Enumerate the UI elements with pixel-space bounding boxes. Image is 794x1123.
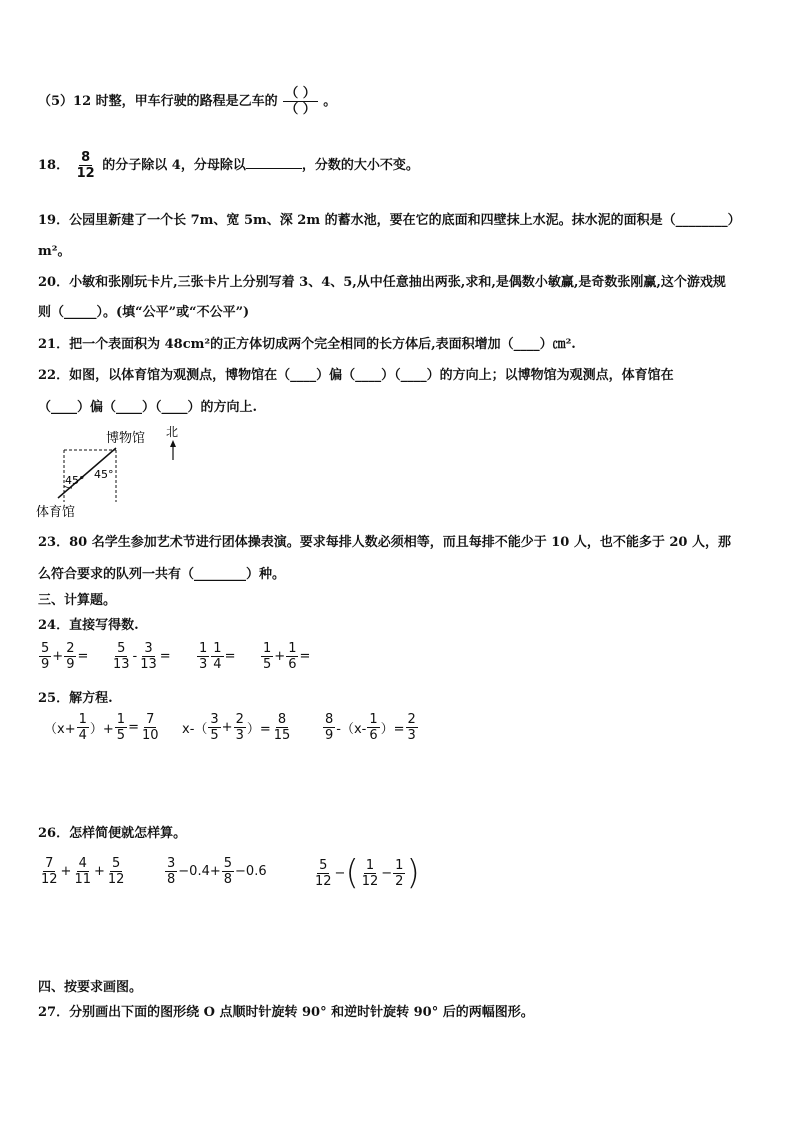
q18-text-a: 的分子除以 4，分母除以 — [102, 158, 246, 173]
q26-2-t2: −0.6 — [235, 864, 267, 879]
q25-2-p3: ）= — [246, 722, 271, 737]
q18-text-b: ，分数的大小不变。 — [301, 158, 419, 173]
q26-1-op2: + — [94, 864, 105, 879]
q19-line2: m²。 — [38, 244, 71, 259]
q22-line2: （____）偏（____）（____）的方向上. — [38, 400, 258, 415]
q24-item-2 — [110, 641, 171, 672]
q24-3-b-den: 4 — [213, 657, 222, 672]
q24-item-4 — [260, 641, 310, 672]
q24-4-b-den: 6 — [288, 657, 297, 672]
q17-5-fraction — [283, 86, 318, 117]
q18-number: 18． — [38, 158, 70, 173]
q26-2-f2n: 5 — [223, 856, 233, 871]
q22-line1: 22．如图，以体育馆为观测点，博物馆在（____）偏（____）（____）的方向上；以博物馆为观测点，体育馆在 — [38, 368, 674, 383]
q24-2-eq: = — [159, 649, 171, 664]
q25-1-f2d: 5 — [116, 728, 126, 743]
q18-frac-den: 12 — [76, 166, 95, 181]
q25-2-f2d: 3 — [235, 728, 244, 743]
q23-line2: 么符合要求的队列一共有（________）种。 — [38, 567, 286, 582]
q26-1-f1n: 7 — [45, 856, 54, 871]
q24-1-a-num: 5 — [41, 641, 50, 656]
q26-2-t1: −0.4+ — [178, 864, 221, 879]
q24-1-b-den: 9 — [66, 657, 75, 672]
q26-1-f2d: 11 — [74, 872, 91, 887]
q26-3-f2d: 12 — [361, 873, 379, 889]
q25-2-f3n: 8 — [277, 712, 287, 727]
q25-2-f1n: 3 — [210, 712, 219, 727]
q24-4-a-den: 5 — [263, 657, 272, 672]
q18 — [38, 150, 419, 181]
q24-2-a-num: 5 — [117, 641, 126, 656]
q24-3-b-num: 1 — [213, 641, 222, 656]
q25-1-eq: = — [128, 720, 139, 735]
q26-1-f2n: 4 — [78, 856, 87, 871]
q26-3-f3n: 1 — [395, 857, 404, 873]
q24-3-eq: = — [224, 649, 236, 664]
q26-3-f2n: 1 — [365, 857, 375, 873]
q18-fraction — [75, 150, 97, 181]
q25-2-f1d: 5 — [210, 728, 219, 743]
q25-3-f2d: 6 — [369, 728, 378, 743]
q26-3-t2: − — [381, 865, 393, 881]
q25-1-f3d: 10 — [141, 728, 159, 743]
q24-title: 24．直接写得数. — [38, 618, 139, 633]
q17-5-prefix: （5）12 时整，甲车行驶的路程是乙车的 — [38, 94, 278, 109]
q26-1-f3d: 12 — [107, 872, 125, 887]
north-arrowhead-icon — [170, 440, 176, 447]
q25-3-f1d: 9 — [325, 728, 334, 743]
diagram-angle-2: 45° — [94, 468, 114, 481]
q24-2-op: - — [132, 649, 138, 664]
q17-5 — [38, 86, 336, 117]
q24-4-b-num: 1 — [288, 641, 297, 656]
q20-line1: 20．小敏和张刚玩卡片,三张卡片上分别写着 3、4、5,从中任意抽出两张,求和,是偶数小敏赢,是奇数张刚赢,这个游戏规 — [38, 275, 726, 290]
q18-blank[interactable] — [246, 168, 302, 169]
q25-equation-2 — [182, 712, 293, 743]
q25-3-p2: ）= — [380, 722, 405, 737]
q23-line1: 23．80 名学生参加艺术节进行团体操表演。要求每排人数必须相等，而且每排不能少于 10 人，也不能多于 20 人，那 — [38, 535, 731, 550]
section-4-title: 四、按要求画图。 — [38, 980, 143, 995]
q26-2-f2d: 8 — [223, 872, 233, 887]
q25-1-p1: （x+ — [44, 722, 76, 737]
q25-1-p2: ）+ — [89, 722, 114, 737]
q17-5-den: （ ） — [285, 102, 316, 117]
diagram-north-label: 北 — [166, 425, 179, 439]
q26-3-right-paren: ) — [406, 853, 420, 893]
q25-equation-1 — [44, 712, 162, 743]
q25-3-f3n: 2 — [407, 712, 416, 727]
q27: 27．分别画出下面的图形绕 O 点顺时针旋转 90° 和逆时针旋转 90° 后的两幅图形。 — [38, 1005, 534, 1020]
q25-1-f1d: 4 — [78, 728, 87, 743]
q25-title: 25．解方程. — [38, 691, 113, 706]
q21: 21．把一个表面积为 48cm²的正方体切成两个完全相同的长方体后,表面积增加（____）㎝². — [38, 337, 576, 352]
q25-equation-3 — [322, 712, 419, 743]
q25-2-p2: + — [221, 720, 233, 735]
q24-item-1 — [38, 641, 88, 672]
q25-3-f2n: 1 — [369, 712, 378, 727]
section-3-title: 三、计算题。 — [38, 593, 117, 608]
q26-1-f1d: 12 — [41, 872, 58, 887]
q25-1-f1n: 1 — [78, 712, 87, 727]
q25-2-f2n: 2 — [235, 712, 244, 727]
q20-line2: 则（_____）。(填“公平”或“不公平”) — [38, 305, 250, 320]
q26-1-op1: + — [60, 864, 72, 879]
q24-4-op: + — [274, 649, 286, 664]
q26-3-f1d: 12 — [315, 873, 332, 889]
q24-1-a-den: 9 — [41, 657, 50, 672]
diagram-gym-label: 体育馆 — [36, 505, 76, 520]
q24-1-eq: = — [77, 649, 89, 664]
q24-item-3 — [196, 641, 235, 672]
q25-2-p1: x-（ — [182, 722, 208, 737]
diagram-museum-label: 博物馆 — [106, 431, 146, 446]
q17-5-suffix: 。 — [323, 94, 337, 109]
q22-direction-diagram — [36, 422, 196, 522]
q17-5-num: （ ） — [285, 86, 316, 101]
q24-3-a-den: 3 — [199, 657, 208, 672]
q26-3-left-paren: ( — [345, 853, 359, 893]
q26-2-f1d: 8 — [167, 872, 176, 887]
q24-3-a-num: 1 — [199, 641, 208, 656]
q24-2-b-den: 13 — [140, 657, 157, 672]
q25-1-f3n: 7 — [146, 712, 155, 727]
q25-3-f1n: 8 — [325, 712, 334, 727]
q24-1-op: + — [52, 649, 64, 664]
q26-title: 26．怎样简便就怎样算。 — [38, 826, 187, 841]
q26-expression-2 — [164, 856, 267, 887]
q26-expression-3 — [312, 853, 420, 893]
q26-2-f1n: 3 — [167, 856, 176, 871]
q26-3-t1: − — [334, 865, 346, 881]
q24-2-b-num: 3 — [144, 641, 153, 656]
q24-4-a-num: 1 — [263, 641, 272, 656]
q25-3-f3d: 3 — [407, 728, 416, 743]
q26-1-f3n: 5 — [112, 856, 121, 871]
q18-frac-num: 8 — [81, 150, 91, 165]
diagram-angle-1: 45° — [65, 474, 85, 487]
q24-2-a-den: 13 — [113, 657, 130, 672]
q26-expression-1 — [38, 856, 127, 887]
q26-3-f3d: 2 — [395, 873, 404, 889]
q26-3-f1n: 5 — [319, 857, 328, 873]
q25-1-f2n: 1 — [116, 712, 126, 727]
q19-line1: 19．公园里新建了一个长 7m、宽 5m、深 2m 的蓄水池，要在它的底面和四壁抹上水泥。抹水泥的面积是（________） — [38, 213, 741, 228]
q24-4-eq: = — [299, 649, 311, 664]
q25-2-f3d: 15 — [273, 728, 291, 743]
q24-1-b-num: 2 — [66, 641, 75, 656]
q25-3-p1: -（x- — [336, 722, 367, 737]
